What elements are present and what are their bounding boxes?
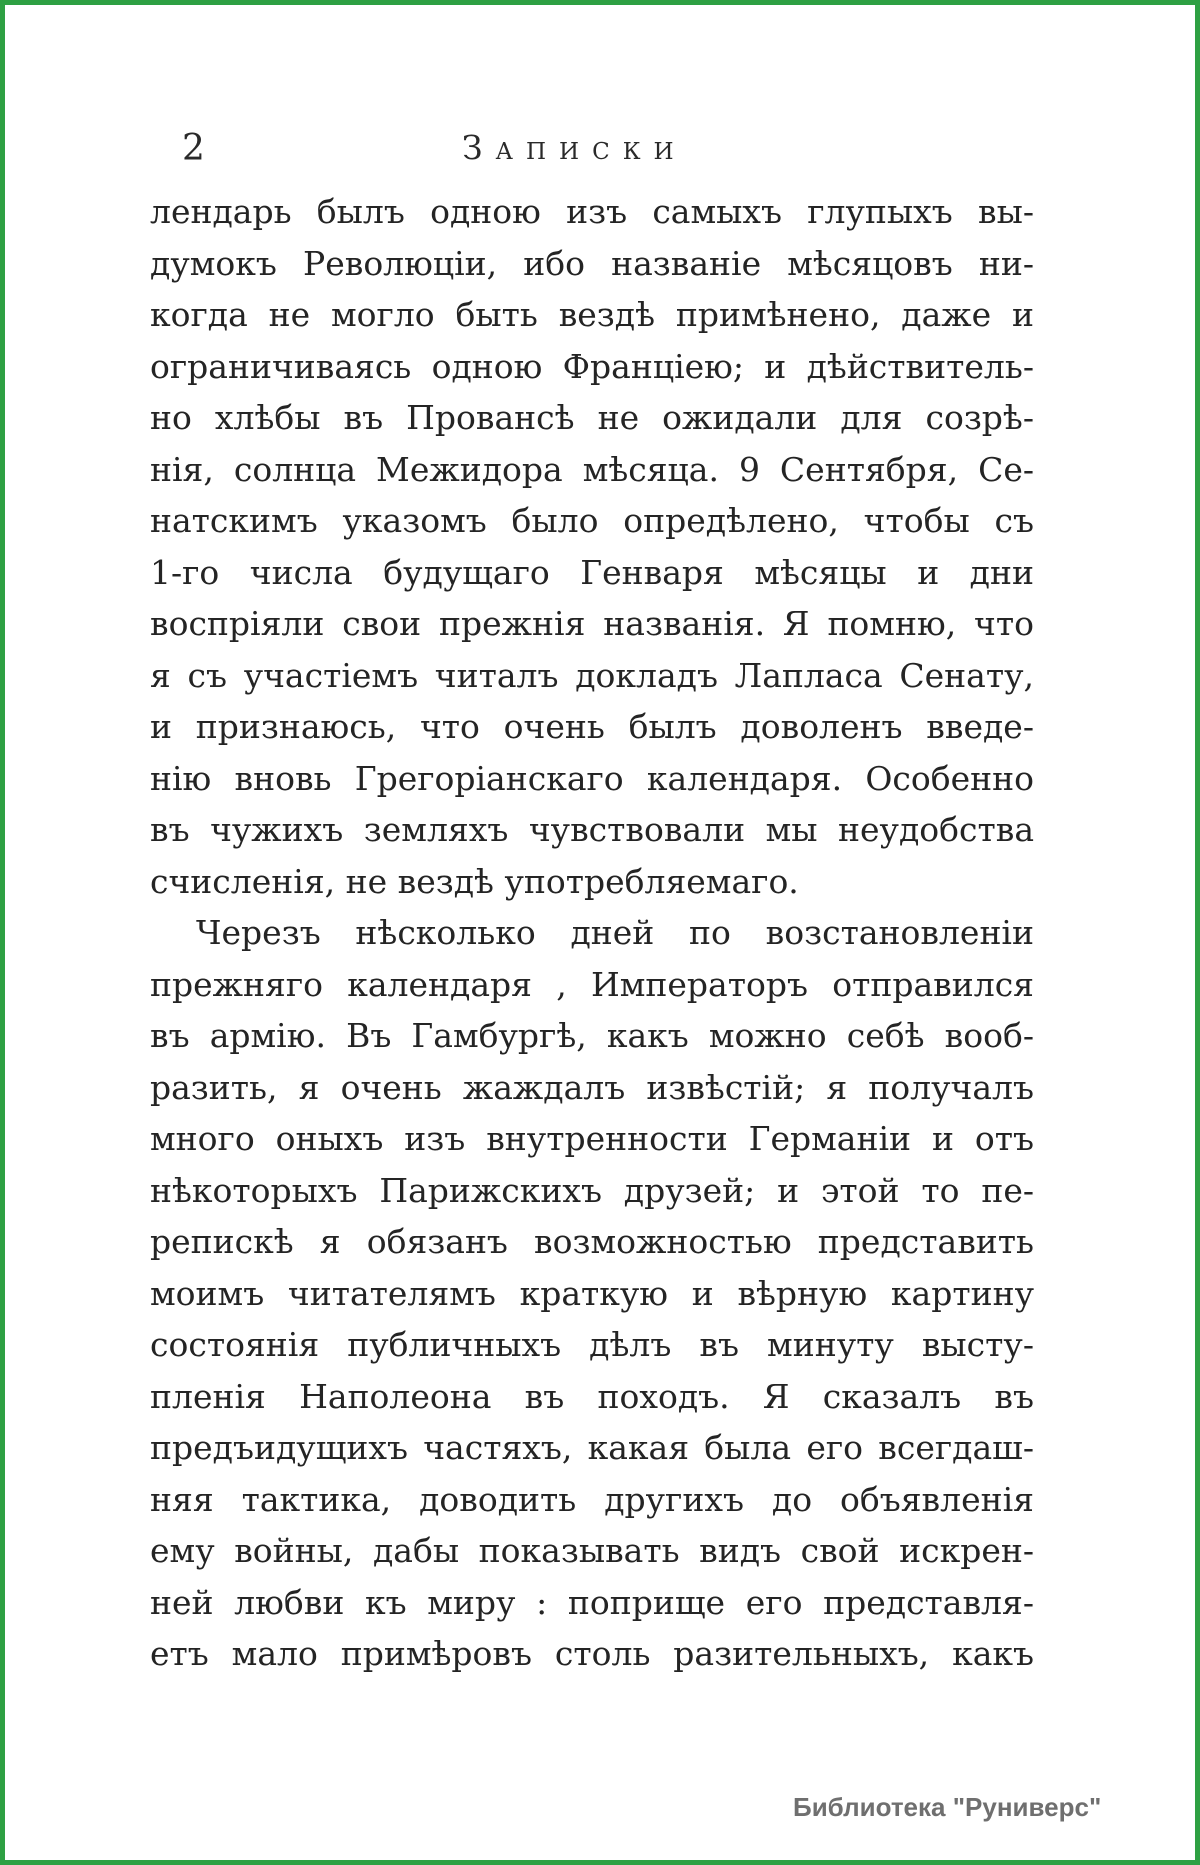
text-line: но хлѣбы въ Провансѣ не ожидали для созрѣ- bbox=[150, 398, 1034, 437]
text-line: думокъ Революціи, ибо названіе мѣсяцовъ ни- bbox=[150, 243, 1034, 283]
text-line: прежняго календаря , Императоръ отправился bbox=[150, 964, 1034, 1004]
text-line: въ армію. Въ Гамбургѣ, какъ можно себѣ вооб- bbox=[150, 1016, 1034, 1055]
text-line: няя тактика, доводить другихъ до объявленія bbox=[150, 1479, 1034, 1519]
text-line: ему войны, дабы показывать видъ свой искрен- bbox=[150, 1531, 1034, 1570]
text-line: нія, солнца Межидора мѣсяца. 9 Сентября, Се- bbox=[150, 449, 1034, 489]
library-watermark: Библиотека "Руниверс" bbox=[793, 1792, 1102, 1822]
text-line: когда не могло быть вездѣ примѣнено, даже и bbox=[150, 295, 1034, 334]
text-line: состоянія публичныхъ дѣлъ въ минуту высту- bbox=[150, 1325, 1034, 1364]
text-line: пленія Наполеона въ походъ. Я сказалъ въ bbox=[150, 1376, 1034, 1416]
text-line: я съ участіемъ читалъ докладъ Лапласа Сенату, bbox=[150, 655, 1034, 695]
text-line: воспріяли свои прежнія названія. Я помню, что bbox=[150, 604, 1034, 643]
text-line: нѣкоторыхъ Парижскихъ друзей; и этой то пе- bbox=[150, 1170, 1034, 1210]
text-line: ней любви къ миру : поприще его представля- bbox=[150, 1582, 1034, 1622]
text-line: етъ мало примѣровъ столь разительныхъ, какъ bbox=[150, 1634, 1034, 1673]
text-line: разить, я очень жаждалъ извѣстій; я получалъ bbox=[150, 1067, 1034, 1107]
body-text bbox=[150, 186, 1034, 1680]
text-line: много оныхъ изъ внутренности Германіи и отъ bbox=[150, 1119, 1034, 1158]
text-line: и признаюсь, что очень былъ доволенъ введе- bbox=[150, 707, 1034, 746]
text-line: 1-го числа будущаго Генваря мѣсяцы и дни bbox=[150, 552, 1034, 592]
text-line: лендарь былъ одною изъ самыхъ глупыхъ вы- bbox=[150, 192, 1034, 231]
text-line: въ чужихъ земляхъ чувствовали мы неудобства bbox=[150, 810, 1034, 849]
text-line: предъидущихъ частяхъ, какая была его всегдаш- bbox=[150, 1428, 1034, 1467]
page-header-title: Записки bbox=[462, 128, 687, 167]
text-line: ограничиваясь одною Франціею; и дѣйствитель- bbox=[150, 346, 1034, 386]
text-line: Черезъ нѣсколько дней по возстановленіи bbox=[196, 913, 1034, 952]
text-line: нію вновь Грегоріанскаго календаря. Особенно bbox=[150, 758, 1034, 798]
text-line: репискѣ я обязанъ возможностью представить bbox=[150, 1222, 1034, 1261]
text-line: счисленія, не вездѣ употребляемаго. bbox=[150, 861, 799, 901]
page-number: 2 bbox=[182, 128, 205, 169]
text-line: моимъ читателямъ краткую и вѣрную картину bbox=[150, 1273, 1034, 1313]
text-line: натскимъ указомъ было опредѣлено, чтобы съ bbox=[150, 501, 1034, 540]
